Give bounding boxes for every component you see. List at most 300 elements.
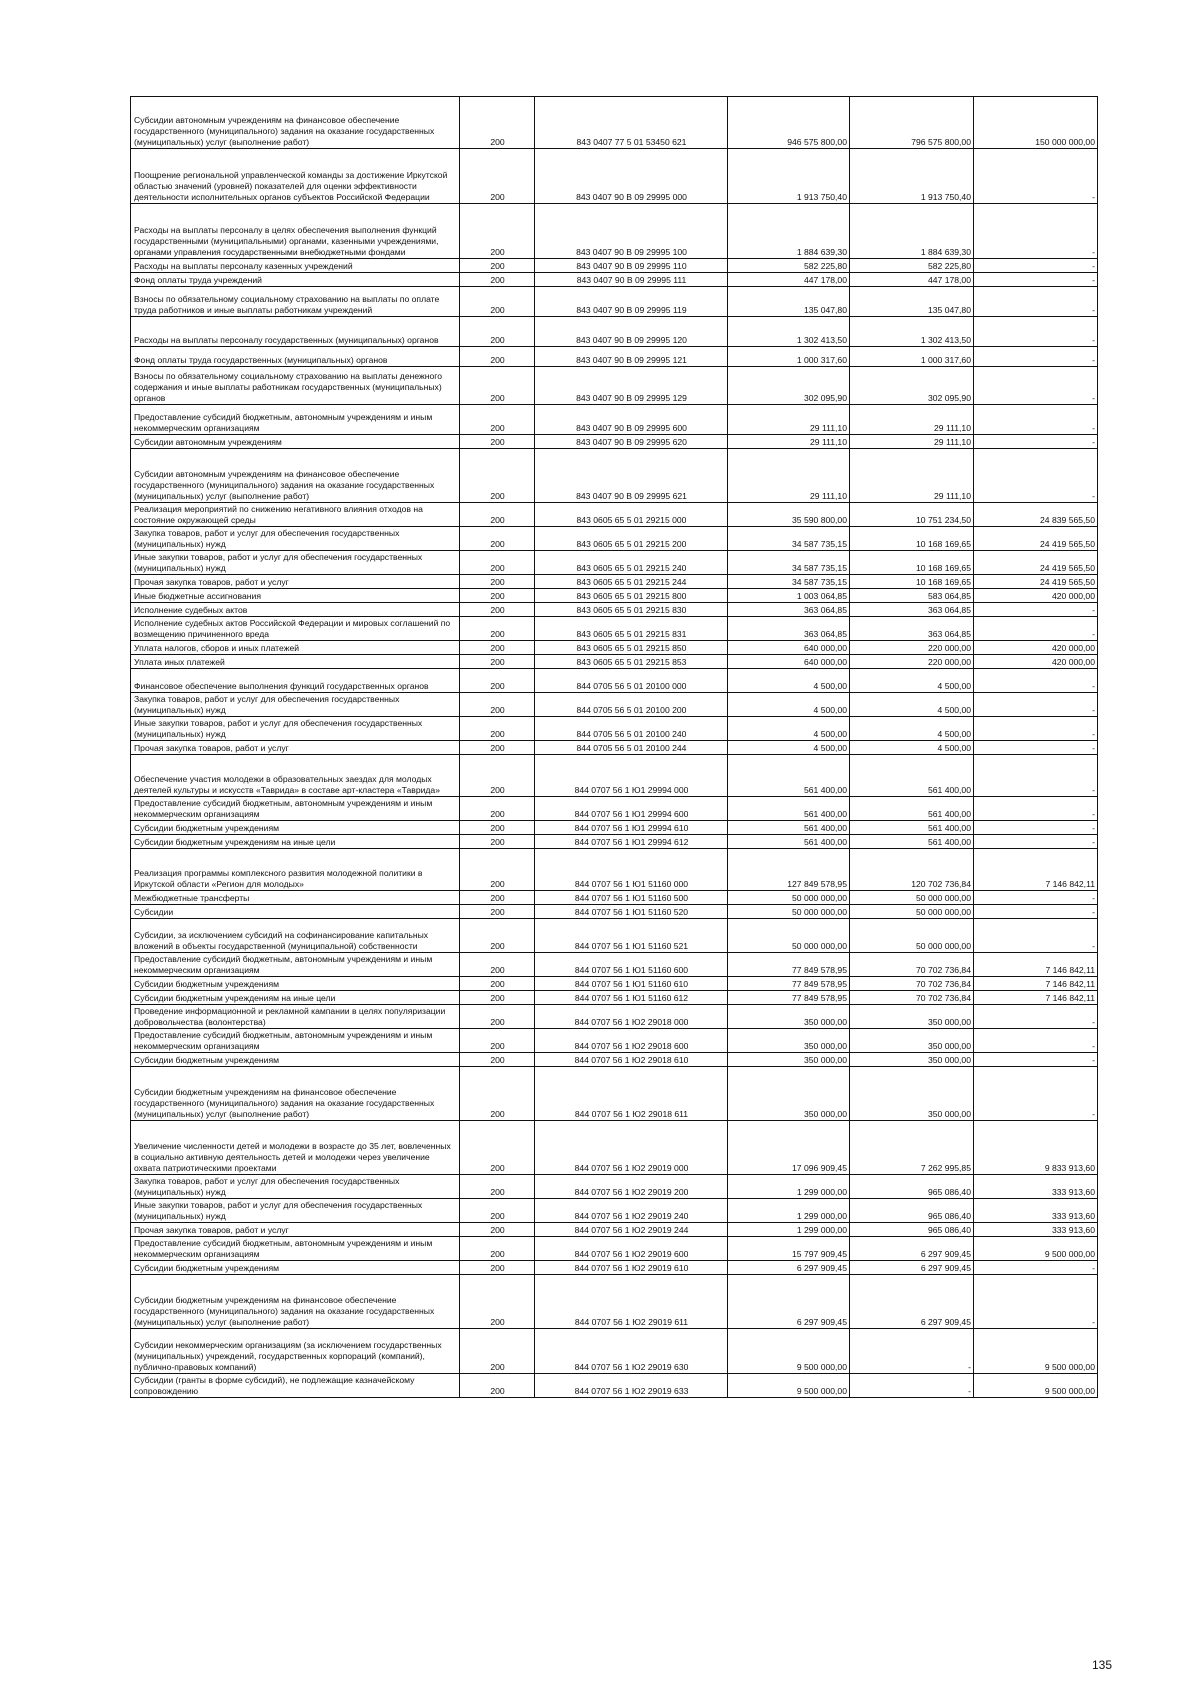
row-classification-code-cell: 843 0605 65 5 01 29215 000: [535, 503, 728, 527]
row-name-cell: Иные закупки товаров, работ и услуг для обеспечения государственных (муниципальных) нужд: [131, 1199, 460, 1223]
row-code-cell: 200: [460, 449, 535, 503]
row-amount-executed-cell: 561 400,00: [850, 755, 974, 797]
row-amount-approved-cell: 34 587 735,15: [728, 551, 850, 575]
row-code-cell: 200: [460, 347, 535, 367]
row-amount-approved-cell: 50 000 000,00: [728, 905, 850, 919]
row-code-cell: 200: [460, 953, 535, 977]
row-amount-executed-cell: 50 000 000,00: [850, 919, 974, 953]
row-amount-unexecuted-cell: -: [974, 717, 1098, 741]
row-name-cell: Субсидии бюджетным учреждениям на иные цели: [131, 991, 460, 1005]
row-name-cell: Предоставление субсидий бюджетным, автономным учреждениям и иным некоммерческим организациям: [131, 405, 460, 435]
row-amount-approved-cell: 363 064,85: [728, 603, 850, 617]
row-name-cell: Субсидии бюджетным учреждениям на финансовое обеспечение государственного (муниципального) задания на оказание государственных (муниципальных) услуг (выполнение работ): [131, 1067, 460, 1121]
table-row: [131, 641, 1098, 655]
row-amount-executed-cell: 4 500,00: [850, 717, 974, 741]
row-classification-code-cell: 844 0707 56 1 Ю2 29019 600: [535, 1237, 728, 1261]
row-code-cell: 200: [460, 977, 535, 991]
table-row: [131, 669, 1098, 693]
row-code-cell: 200: [460, 693, 535, 717]
row-code-cell: 200: [460, 589, 535, 603]
row-amount-approved-cell: 350 000,00: [728, 1005, 850, 1029]
table-row: [131, 435, 1098, 449]
table-row: [131, 97, 1098, 149]
row-amount-approved-cell: 35 590 800,00: [728, 503, 850, 527]
row-classification-code-cell: 844 0707 56 1 Ю1 51160 000: [535, 849, 728, 891]
row-name-cell: Фонд оплаты труда учреждений: [131, 273, 460, 287]
row-amount-unexecuted-cell: 333 913,60: [974, 1223, 1098, 1237]
row-classification-code-cell: 844 0707 56 1 Ю1 51160 610: [535, 977, 728, 991]
row-code-cell: 200: [460, 717, 535, 741]
row-amount-approved-cell: 582 225,80: [728, 259, 850, 273]
row-name-cell: Межбюджетные трансферты: [131, 891, 460, 905]
row-name-cell: Взносы по обязательному социальному страхованию на выплаты по оплате труда работников и иные выплаты работникам учреждений: [131, 287, 460, 317]
row-classification-code-cell: 844 0707 56 1 Ю2 29019 200: [535, 1175, 728, 1199]
row-code-cell: 200: [460, 149, 535, 204]
row-amount-unexecuted-cell: -: [974, 1067, 1098, 1121]
row-amount-executed-cell: 4 500,00: [850, 669, 974, 693]
row-classification-code-cell: 843 0407 90 В 09 29995 000: [535, 149, 728, 204]
row-name-cell: Проведение информационной и рекламной кампании в целях популяризации добровольчества (волонтерства): [131, 1005, 460, 1029]
row-amount-unexecuted-cell: -: [974, 1029, 1098, 1053]
row-amount-approved-cell: 561 400,00: [728, 835, 850, 849]
row-amount-unexecuted-cell: 9 833 913,60: [974, 1121, 1098, 1175]
row-amount-unexecuted-cell: -: [974, 449, 1098, 503]
row-code-cell: 200: [460, 1175, 535, 1199]
row-amount-approved-cell: 561 400,00: [728, 755, 850, 797]
row-amount-executed-cell: 582 225,80: [850, 259, 974, 273]
row-code-cell: 200: [460, 821, 535, 835]
row-amount-executed-cell: 350 000,00: [850, 1005, 974, 1029]
table-row: [131, 755, 1098, 797]
row-amount-executed-cell: 350 000,00: [850, 1067, 974, 1121]
row-code-cell: 200: [460, 527, 535, 551]
row-code-cell: 200: [460, 891, 535, 905]
row-classification-code-cell: 844 0707 56 1 Ю2 29019 610: [535, 1261, 728, 1275]
table-row: [131, 1067, 1098, 1121]
row-amount-approved-cell: 4 500,00: [728, 693, 850, 717]
row-amount-approved-cell: 6 297 909,45: [728, 1275, 850, 1329]
table-row: [131, 1175, 1098, 1199]
row-name-cell: Расходы на выплаты персоналу государственных (муниципальных) органов: [131, 317, 460, 347]
table-row: [131, 977, 1098, 991]
row-name-cell: Субсидии автономным учреждениям: [131, 435, 460, 449]
row-amount-executed-cell: 10 168 169,65: [850, 575, 974, 589]
row-classification-code-cell: 844 0707 56 1 Ю1 51160 520: [535, 905, 728, 919]
row-name-cell: Субсидии бюджетным учреждениям: [131, 977, 460, 991]
row-classification-code-cell: 844 0705 56 5 01 20100 000: [535, 669, 728, 693]
row-code-cell: 200: [460, 435, 535, 449]
row-amount-unexecuted-cell: -: [974, 603, 1098, 617]
row-name-cell: Реализация программы комплексного развития молодежной политики в Иркутской области «Регион для молодых»: [131, 849, 460, 891]
row-amount-approved-cell: 1 299 000,00: [728, 1223, 850, 1237]
row-amount-unexecuted-cell: -: [974, 741, 1098, 755]
row-name-cell: Предоставление субсидий бюджетным, автономным учреждениям и иным некоммерческим организациям: [131, 1237, 460, 1261]
table-row: [131, 527, 1098, 551]
row-amount-executed-cell: 220 000,00: [850, 641, 974, 655]
row-code-cell: 200: [460, 1237, 535, 1261]
row-amount-executed-cell: 70 702 736,84: [850, 953, 974, 977]
row-amount-executed-cell: 363 064,85: [850, 617, 974, 641]
row-amount-executed-cell: 29 111,10: [850, 435, 974, 449]
row-code-cell: 200: [460, 797, 535, 821]
row-classification-code-cell: 843 0407 90 В 09 29995 110: [535, 259, 728, 273]
row-amount-approved-cell: 34 587 735,15: [728, 575, 850, 589]
row-amount-executed-cell: 965 086,40: [850, 1175, 974, 1199]
table-row: [131, 1329, 1098, 1374]
row-name-cell: Субсидии автономным учреждениям на финансовое обеспечение государственного (муниципального) задания на оказание государственных (муниципальных) услуг (выполнение работ): [131, 449, 460, 503]
row-amount-approved-cell: 363 064,85: [728, 617, 850, 641]
row-name-cell: Уплата налогов, сборов и иных платежей: [131, 641, 460, 655]
row-amount-unexecuted-cell: -: [974, 367, 1098, 405]
row-classification-code-cell: 843 0407 77 5 01 53450 621: [535, 97, 728, 149]
row-name-cell: Обеспечение участия молодежи в образовательных заездах для молодых деятелей культуры и искусств «Таврида» в составе арт-кластера «Таврида»: [131, 755, 460, 797]
row-amount-unexecuted-cell: 150 000 000,00: [974, 97, 1098, 149]
row-amount-executed-cell: 350 000,00: [850, 1029, 974, 1053]
table-row: [131, 367, 1098, 405]
row-amount-executed-cell: 70 702 736,84: [850, 977, 974, 991]
row-amount-approved-cell: 1 884 639,30: [728, 204, 850, 259]
row-code-cell: 200: [460, 905, 535, 919]
row-classification-code-cell: 843 0407 90 В 09 29995 119: [535, 287, 728, 317]
row-name-cell: Субсидии автономным учреждениям на финансовое обеспечение государственного (муниципального) задания на оказание государственных (муниципальных) услуг (выполнение работ): [131, 97, 460, 149]
row-amount-unexecuted-cell: -: [974, 1053, 1098, 1067]
row-classification-code-cell: 843 0605 65 5 01 29215 244: [535, 575, 728, 589]
row-amount-executed-cell: 965 086,40: [850, 1223, 974, 1237]
table-row: [131, 1275, 1098, 1329]
row-name-cell: Субсидии бюджетным учреждениям: [131, 821, 460, 835]
row-amount-approved-cell: 77 849 578,95: [728, 953, 850, 977]
row-classification-code-cell: 843 0605 65 5 01 29215 800: [535, 589, 728, 603]
row-name-cell: Предоставление субсидий бюджетным, автономным учреждениям и иным некоммерческим организациям: [131, 1029, 460, 1053]
row-classification-code-cell: 843 0605 65 5 01 29215 830: [535, 603, 728, 617]
row-classification-code-cell: 843 0605 65 5 01 29215 240: [535, 551, 728, 575]
row-classification-code-cell: 844 0705 56 5 01 20100 200: [535, 693, 728, 717]
table-row: [131, 449, 1098, 503]
row-name-cell: Взносы по обязательному социальному страхованию на выплаты денежного содержания и иные выплаты работникам государственных (муниципальных) органов: [131, 367, 460, 405]
row-name-cell: Субсидии (гранты в форме субсидий), не подлежащие казначейскому сопровождению: [131, 1374, 460, 1398]
table-row: [131, 891, 1098, 905]
row-amount-approved-cell: 29 111,10: [728, 435, 850, 449]
row-amount-executed-cell: 10 168 169,65: [850, 551, 974, 575]
row-amount-executed-cell: 363 064,85: [850, 603, 974, 617]
row-name-cell: Предоставление субсидий бюджетным, автономным учреждениям и иным некоммерческим организациям: [131, 797, 460, 821]
row-name-cell: Субсидии бюджетным учреждениям на финансовое обеспечение государственного (муниципального) задания на оказание государственных (муниципальных) услуг (выполнение работ): [131, 1275, 460, 1329]
row-amount-approved-cell: 29 111,10: [728, 449, 850, 503]
row-amount-unexecuted-cell: -: [974, 273, 1098, 287]
row-amount-approved-cell: 77 849 578,95: [728, 991, 850, 1005]
table-row: [131, 717, 1098, 741]
row-code-cell: 200: [460, 1261, 535, 1275]
row-amount-unexecuted-cell: -: [974, 821, 1098, 835]
row-name-cell: Фонд оплаты труда государственных (муниципальных) органов: [131, 347, 460, 367]
row-amount-executed-cell: 70 702 736,84: [850, 991, 974, 1005]
table-row: [131, 991, 1098, 1005]
row-code-cell: 200: [460, 641, 535, 655]
table-row: [131, 347, 1098, 367]
table-row: [131, 204, 1098, 259]
row-amount-approved-cell: 350 000,00: [728, 1067, 850, 1121]
row-amount-approved-cell: 640 000,00: [728, 641, 850, 655]
row-code-cell: 200: [460, 1223, 535, 1237]
table-row: [131, 821, 1098, 835]
row-name-cell: Иные закупки товаров, работ и услуг для обеспечения государственных (муниципальных) нужд: [131, 717, 460, 741]
row-amount-unexecuted-cell: 7 146 842,11: [974, 991, 1098, 1005]
table-row: [131, 1053, 1098, 1067]
table-body: [131, 97, 1098, 1398]
table-row: [131, 849, 1098, 891]
row-amount-approved-cell: 1 003 064,85: [728, 589, 850, 603]
row-name-cell: Увеличение численности детей и молодежи в возрасте до 35 лет, вовлеченных в социально активную деятельность детей и молодежи через увеличение охвата патриотическими проектами: [131, 1121, 460, 1175]
row-amount-approved-cell: 350 000,00: [728, 1053, 850, 1067]
row-amount-approved-cell: 4 500,00: [728, 741, 850, 755]
row-amount-executed-cell: 302 095,90: [850, 367, 974, 405]
row-classification-code-cell: 844 0707 56 1 Ю2 29019 633: [535, 1374, 728, 1398]
row-classification-code-cell: 843 0407 90 В 09 29995 120: [535, 317, 728, 347]
row-amount-unexecuted-cell: -: [974, 797, 1098, 821]
row-amount-executed-cell: 561 400,00: [850, 821, 974, 835]
table-row: [131, 741, 1098, 755]
table-row: [131, 551, 1098, 575]
row-code-cell: 200: [460, 97, 535, 149]
row-amount-unexecuted-cell: -: [974, 891, 1098, 905]
row-amount-approved-cell: 34 587 735,15: [728, 527, 850, 551]
row-amount-executed-cell: 135 047,80: [850, 287, 974, 317]
row-classification-code-cell: 844 0707 56 1 Ю1 29994 612: [535, 835, 728, 849]
row-amount-approved-cell: 29 111,10: [728, 405, 850, 435]
row-code-cell: 200: [460, 835, 535, 849]
row-classification-code-cell: 844 0707 56 1 Ю2 29019 630: [535, 1329, 728, 1374]
row-amount-unexecuted-cell: 7 146 842,11: [974, 849, 1098, 891]
row-classification-code-cell: 844 0707 56 1 Ю2 29019 611: [535, 1275, 728, 1329]
row-amount-unexecuted-cell: 9 500 000,00: [974, 1237, 1098, 1261]
row-classification-code-cell: 843 0407 90 В 09 29995 121: [535, 347, 728, 367]
row-amount-executed-cell: 29 111,10: [850, 405, 974, 435]
row-name-cell: Прочая закупка товаров, работ и услуг: [131, 575, 460, 589]
row-classification-code-cell: 843 0407 90 В 09 29995 621: [535, 449, 728, 503]
row-amount-approved-cell: 561 400,00: [728, 821, 850, 835]
row-classification-code-cell: 844 0707 56 1 Ю1 51160 600: [535, 953, 728, 977]
row-amount-unexecuted-cell: 24 419 565,50: [974, 575, 1098, 589]
table-row: [131, 919, 1098, 953]
row-amount-executed-cell: 50 000 000,00: [850, 905, 974, 919]
row-name-cell: Иные закупки товаров, работ и услуг для обеспечения государственных (муниципальных) нужд: [131, 551, 460, 575]
row-name-cell: Расходы на выплаты персоналу в целях обеспечения выполнения функций государственными (муниципальными) органами, казенными учреждениями, органами управления государственными внебюджетными фондами: [131, 204, 460, 259]
table-row: [131, 905, 1098, 919]
row-amount-approved-cell: 15 797 909,45: [728, 1237, 850, 1261]
table-row: [131, 589, 1098, 603]
row-amount-executed-cell: 796 575 800,00: [850, 97, 974, 149]
table-row: [131, 1029, 1098, 1053]
table-row: [131, 287, 1098, 317]
row-amount-executed-cell: 1 302 413,50: [850, 317, 974, 347]
row-amount-unexecuted-cell: 333 913,60: [974, 1199, 1098, 1223]
budget-execution-table: [130, 96, 1098, 1398]
table-row: [131, 1005, 1098, 1029]
table-row: [131, 1237, 1098, 1261]
row-name-cell: Исполнение судебных актов Российской Федерации и мировых соглашений по возмещению причиненного вреда: [131, 617, 460, 641]
row-name-cell: Субсидии: [131, 905, 460, 919]
row-amount-executed-cell: 561 400,00: [850, 797, 974, 821]
row-code-cell: 200: [460, 405, 535, 435]
row-classification-code-cell: 844 0707 56 1 Ю1 51160 500: [535, 891, 728, 905]
row-amount-unexecuted-cell: -: [974, 905, 1098, 919]
row-amount-executed-cell: 965 086,40: [850, 1199, 974, 1223]
row-amount-unexecuted-cell: -: [974, 149, 1098, 204]
row-classification-code-cell: 844 0707 56 1 Ю2 29018 610: [535, 1053, 728, 1067]
row-amount-approved-cell: 447 178,00: [728, 273, 850, 287]
row-amount-unexecuted-cell: 9 500 000,00: [974, 1329, 1098, 1374]
row-classification-code-cell: 843 0407 90 В 09 29995 129: [535, 367, 728, 405]
row-classification-code-cell: 844 0707 56 1 Ю1 29994 600: [535, 797, 728, 821]
row-amount-unexecuted-cell: -: [974, 1275, 1098, 1329]
row-classification-code-cell: 843 0605 65 5 01 29215 831: [535, 617, 728, 641]
row-code-cell: 200: [460, 741, 535, 755]
table-row: [131, 1374, 1098, 1398]
row-amount-unexecuted-cell: -: [974, 1005, 1098, 1029]
table-row: [131, 655, 1098, 669]
row-amount-executed-cell: 1 000 317,60: [850, 347, 974, 367]
row-amount-unexecuted-cell: 420 000,00: [974, 641, 1098, 655]
row-amount-executed-cell: 220 000,00: [850, 655, 974, 669]
table-row: [131, 617, 1098, 641]
row-amount-unexecuted-cell: 24 419 565,50: [974, 551, 1098, 575]
row-code-cell: 200: [460, 273, 535, 287]
row-amount-executed-cell: 10 751 234,50: [850, 503, 974, 527]
page-number: 135: [1091, 1658, 1112, 1672]
row-name-cell: Прочая закупка товаров, работ и услуг: [131, 741, 460, 755]
row-code-cell: 200: [460, 1067, 535, 1121]
row-classification-code-cell: 844 0707 56 1 Ю2 29019 244: [535, 1223, 728, 1237]
table-row: [131, 503, 1098, 527]
row-code-cell: 200: [460, 551, 535, 575]
row-amount-unexecuted-cell: 9 500 000,00: [974, 1374, 1098, 1398]
row-name-cell: Прочая закупка товаров, работ и услуг: [131, 1223, 460, 1237]
table-row: [131, 1223, 1098, 1237]
row-amount-approved-cell: 350 000,00: [728, 1029, 850, 1053]
table-row: [131, 405, 1098, 435]
row-amount-executed-cell: 6 297 909,45: [850, 1261, 974, 1275]
row-amount-approved-cell: 127 849 578,95: [728, 849, 850, 891]
row-classification-code-cell: 844 0707 56 1 Ю2 29018 600: [535, 1029, 728, 1053]
row-code-cell: 200: [460, 1199, 535, 1223]
row-amount-unexecuted-cell: -: [974, 617, 1098, 641]
table-row: [131, 1121, 1098, 1175]
row-amount-unexecuted-cell: -: [974, 919, 1098, 953]
row-amount-approved-cell: 50 000 000,00: [728, 891, 850, 905]
row-classification-code-cell: 844 0707 56 1 Ю1 51160 521: [535, 919, 728, 953]
row-classification-code-cell: 844 0707 56 1 Ю2 29019 000: [535, 1121, 728, 1175]
row-classification-code-cell: 843 0605 65 5 01 29215 850: [535, 641, 728, 655]
row-classification-code-cell: 844 0705 56 5 01 20100 244: [535, 741, 728, 755]
table-row: [131, 259, 1098, 273]
row-name-cell: Уплата иных платежей: [131, 655, 460, 669]
row-amount-unexecuted-cell: -: [974, 259, 1098, 273]
table-row: [131, 603, 1098, 617]
row-classification-code-cell: 843 0407 90 В 09 29995 100: [535, 204, 728, 259]
row-classification-code-cell: 844 0707 56 1 Ю2 29018 611: [535, 1067, 728, 1121]
row-code-cell: 200: [460, 287, 535, 317]
row-amount-executed-cell: -: [850, 1329, 974, 1374]
table-row: [131, 1199, 1098, 1223]
row-classification-code-cell: 843 0605 65 5 01 29215 853: [535, 655, 728, 669]
table-row: [131, 149, 1098, 204]
row-amount-unexecuted-cell: 333 913,60: [974, 1175, 1098, 1199]
row-code-cell: 200: [460, 669, 535, 693]
row-amount-executed-cell: 4 500,00: [850, 741, 974, 755]
row-amount-unexecuted-cell: -: [974, 405, 1098, 435]
row-amount-unexecuted-cell: 24 419 565,50: [974, 527, 1098, 551]
row-code-cell: 200: [460, 617, 535, 641]
row-amount-unexecuted-cell: -: [974, 835, 1098, 849]
row-amount-executed-cell: 350 000,00: [850, 1053, 974, 1067]
table-row: [131, 1261, 1098, 1275]
row-amount-approved-cell: 9 500 000,00: [728, 1329, 850, 1374]
row-code-cell: 200: [460, 204, 535, 259]
row-amount-executed-cell: 1 913 750,40: [850, 149, 974, 204]
row-amount-executed-cell: 120 702 736,84: [850, 849, 974, 891]
row-amount-executed-cell: 10 168 169,65: [850, 527, 974, 551]
row-classification-code-cell: 844 0707 56 1 Ю2 29019 240: [535, 1199, 728, 1223]
row-classification-code-cell: 843 0407 90 В 09 29995 620: [535, 435, 728, 449]
row-code-cell: 200: [460, 367, 535, 405]
row-code-cell: 200: [460, 259, 535, 273]
row-amount-executed-cell: 50 000 000,00: [850, 891, 974, 905]
row-amount-unexecuted-cell: 7 146 842,11: [974, 953, 1098, 977]
row-code-cell: 200: [460, 849, 535, 891]
row-amount-unexecuted-cell: -: [974, 317, 1098, 347]
row-code-cell: 200: [460, 317, 535, 347]
row-classification-code-cell: 843 0605 65 5 01 29215 200: [535, 527, 728, 551]
row-code-cell: 200: [460, 919, 535, 953]
row-amount-executed-cell: 29 111,10: [850, 449, 974, 503]
row-name-cell: Иные бюджетные ассигнования: [131, 589, 460, 603]
row-code-cell: 200: [460, 1121, 535, 1175]
row-amount-approved-cell: 17 096 909,45: [728, 1121, 850, 1175]
row-amount-approved-cell: 561 400,00: [728, 797, 850, 821]
row-amount-unexecuted-cell: -: [974, 435, 1098, 449]
row-amount-executed-cell: 1 884 639,30: [850, 204, 974, 259]
row-amount-unexecuted-cell: -: [974, 347, 1098, 367]
row-code-cell: 200: [460, 1374, 535, 1398]
table-row: [131, 273, 1098, 287]
row-name-cell: Закупка товаров, работ и услуг для обеспечения государственных (муниципальных) нужд: [131, 693, 460, 717]
row-code-cell: 200: [460, 755, 535, 797]
row-amount-approved-cell: 4 500,00: [728, 669, 850, 693]
row-amount-unexecuted-cell: -: [974, 669, 1098, 693]
row-amount-executed-cell: 447 178,00: [850, 273, 974, 287]
row-name-cell: Реализация мероприятий по снижению негативного влияния отходов на состояние окружающей среды: [131, 503, 460, 527]
row-amount-unexecuted-cell: 420 000,00: [974, 655, 1098, 669]
table-row: [131, 317, 1098, 347]
row-code-cell: 200: [460, 1329, 535, 1374]
table-row: [131, 797, 1098, 821]
row-amount-unexecuted-cell: -: [974, 287, 1098, 317]
row-name-cell: Финансовое обеспечение выполнения функций государственных органов: [131, 669, 460, 693]
table-row: [131, 575, 1098, 589]
row-code-cell: 200: [460, 655, 535, 669]
row-name-cell: Субсидии, за исключением субсидий на софинансирование капитальных вложений в объекты государственной (муниципальной) собственности: [131, 919, 460, 953]
row-classification-code-cell: 844 0707 56 1 Ю1 51160 612: [535, 991, 728, 1005]
row-amount-approved-cell: 4 500,00: [728, 717, 850, 741]
row-name-cell: Исполнение судебных актов: [131, 603, 460, 617]
row-name-cell: Субсидии некоммерческим организациям (за исключением государственных (муниципальных) учреждений, государственных корпораций (компаний), публично-правовых компаний): [131, 1329, 460, 1374]
row-amount-approved-cell: 77 849 578,95: [728, 977, 850, 991]
row-amount-unexecuted-cell: -: [974, 755, 1098, 797]
row-amount-approved-cell: 640 000,00: [728, 655, 850, 669]
row-amount-unexecuted-cell: -: [974, 204, 1098, 259]
row-classification-code-cell: 844 0707 56 1 Ю1 29994 000: [535, 755, 728, 797]
row-amount-executed-cell: 6 297 909,45: [850, 1275, 974, 1329]
